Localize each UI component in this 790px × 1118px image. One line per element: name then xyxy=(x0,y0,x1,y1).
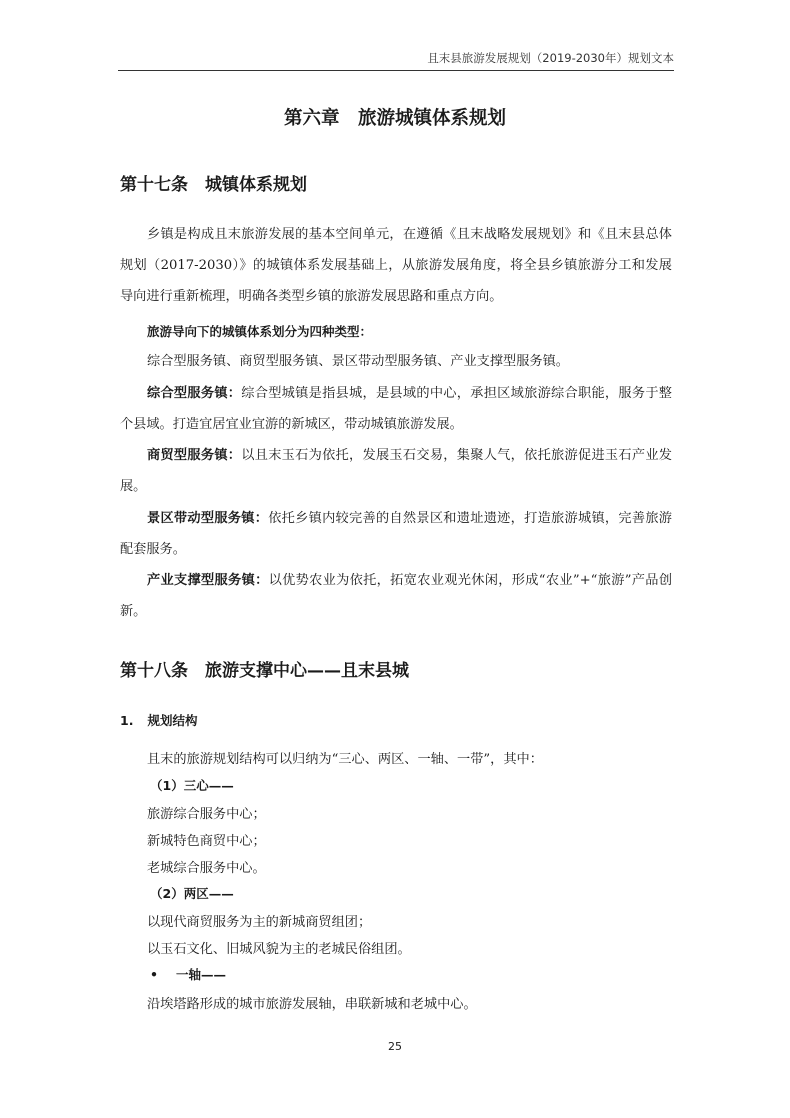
type-item-label: 商贸型服务镇： xyxy=(147,448,242,463)
zone-item: 以现代商贸服务为主的新城商贸组团； xyxy=(147,915,372,930)
running-header xyxy=(118,48,674,71)
type-item-text: 依托乡镇内较完善的自然景区和遗址遗迹，打造旅游城镇，完善旅游配套服务。 xyxy=(120,511,672,557)
one-axis-label: 一轴—— xyxy=(176,967,227,982)
running-header-title: 且末县旅游发展规划（2019-2030年）规划文本 xyxy=(427,51,674,65)
section-17-intro: 乡镇是构成且末旅游发展的基本空间单元，在遵循《且末战略发展规划》和《且末县总体规划（2017-2030）》的城镇体系发展基础上，从旅游发展角度，将全县乡镇旅游分工和发展导向进行重新梳理，明确各类型乡镇的旅游发展思路和重点方向。 xyxy=(120,227,672,304)
section-18-heading: 第十八条 旅游支撑中心——且末县城 xyxy=(120,661,409,681)
center-item: 旅游综合服务中心； xyxy=(147,807,266,822)
type-item-label: 景区带动型服务镇： xyxy=(147,511,269,526)
section-17-heading: 第十七条 城镇体系规划 xyxy=(120,175,307,195)
type-item-label: 综合型服务镇： xyxy=(147,386,242,401)
type-item-commerce xyxy=(120,440,672,502)
type-item-text: 以且末玉石为依托，发展玉石交易，集聚人气，依托旅游促进玉石产业发展。 xyxy=(120,448,672,494)
types-heading: 旅游导向下的城镇体系划分为四种类型： xyxy=(147,324,373,339)
subsection-planning-structure xyxy=(120,711,197,729)
type-item-scenic xyxy=(120,503,672,565)
types-list: 综合型服务镇、商贸型服务镇、景区带动型服务镇、产业支撑型服务镇。 xyxy=(147,354,569,369)
bullet-icon: • xyxy=(150,967,158,982)
structure-intro: 且末的旅游规划结构可以归纳为“三心、两区、一轴、一带”，其中： xyxy=(147,752,543,767)
chapter-title: 第六章 旅游城镇体系规划 xyxy=(283,108,506,129)
subsection-title: 规划结构 xyxy=(147,713,198,728)
two-zones-label: （2）两区—— xyxy=(150,886,234,901)
type-item-industry xyxy=(120,565,672,627)
type-item-text: 综合型城镇是指县城，是县域的中心，承担区域旅游综合职能，服务于整个县域。打造宜居宜业宜游的新城区，带动城镇旅游发展。 xyxy=(120,386,672,432)
one-axis-label-row xyxy=(150,965,226,983)
center-item: 新城特色商贸中心； xyxy=(147,834,266,849)
type-item-text: 以优势农业为依托，拓宽农业观光休闲，形成“农业”+“旅游”产品创新。 xyxy=(120,573,673,619)
type-item-label: 产业支撑型服务镇： xyxy=(147,573,269,588)
three-centers-label: （1）三心—— xyxy=(150,778,234,793)
one-axis-text: 沿埃塔路形成的城市旅游发展轴，串联新城和老城中心。 xyxy=(147,997,477,1012)
page-number: 25 xyxy=(388,1040,402,1053)
type-item-comprehensive xyxy=(120,378,672,440)
zone-item: 以玉石文化、旧城风貌为主的老城民俗组团。 xyxy=(147,942,411,957)
subsection-number: 1. xyxy=(120,713,134,728)
center-item: 老城综合服务中心。 xyxy=(147,861,266,876)
